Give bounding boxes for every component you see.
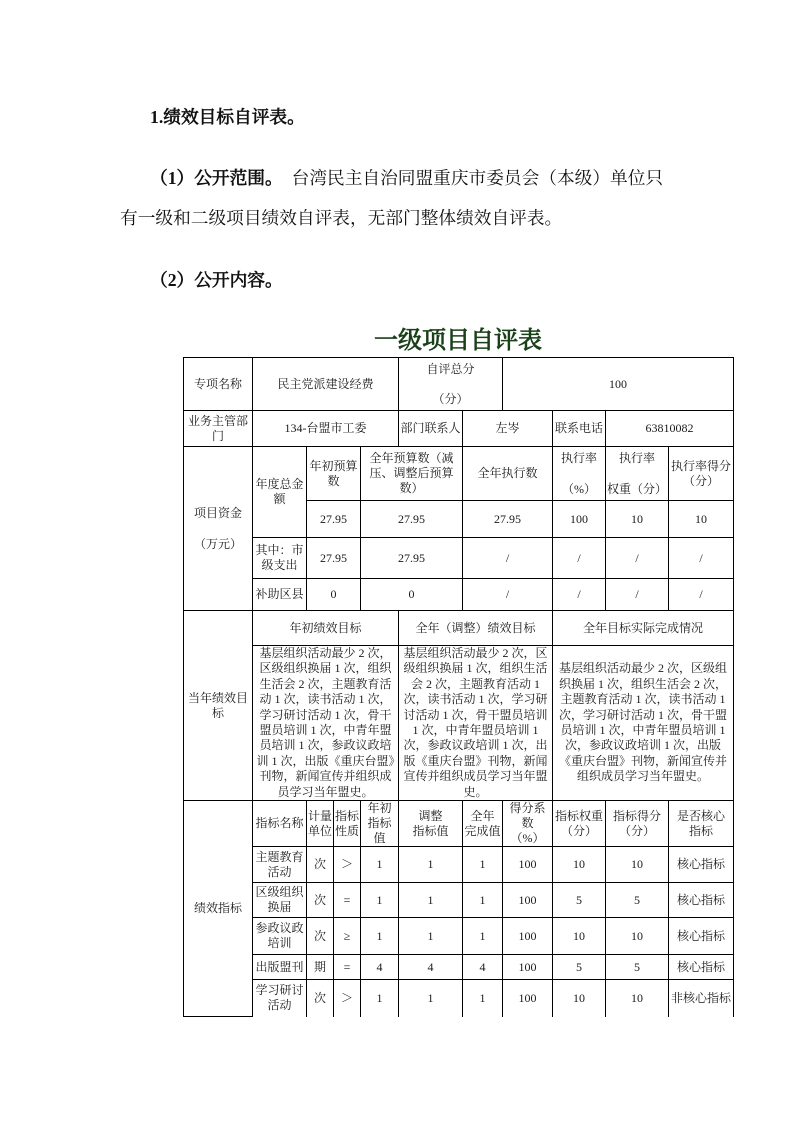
- indicator-initial: 1: [361, 980, 399, 1017]
- indicator-name: 学习研讨活动: [253, 980, 307, 1017]
- exec-rate-header: [553, 447, 606, 501]
- indicator-weight-header: [553, 801, 606, 847]
- contact-label: 部门联系人: [399, 411, 463, 447]
- indicator-nature-header-line1: 指标: [335, 808, 360, 823]
- indicator-initial: 4: [361, 955, 399, 980]
- district-initial-budget: 0: [307, 579, 361, 611]
- annual-total-label: 年度总金额: [253, 447, 307, 538]
- municipal-row: [184, 538, 734, 579]
- indicator-adjusted: 1: [399, 883, 463, 918]
- indicator-initial: 1: [361, 883, 399, 918]
- indicator-unit: 次: [307, 883, 334, 918]
- scope-text-line-1: 台湾民主自治同盟重庆市委员会（本级）单位只: [291, 168, 664, 188]
- district-executed: /: [463, 579, 553, 611]
- indicator-nature: ＞: [334, 847, 361, 883]
- indicator-nature: ≥: [334, 918, 361, 955]
- indicator-core: 核心指标: [669, 847, 734, 883]
- indicator-name: 主题教育活动: [253, 847, 307, 883]
- funds-label-text: 项目资金: [193, 505, 242, 520]
- indicator-name: 参政议政培训: [253, 918, 307, 955]
- indicator-core: 核心指标: [669, 955, 734, 980]
- indicator-weight: 5: [553, 955, 606, 980]
- project-name-value: 民主党派建设经费: [253, 358, 399, 411]
- indicator-core: 核心指标: [669, 883, 734, 918]
- indicator-unit-header-line2: 单位: [308, 823, 333, 838]
- indicator-coef-header-line1: 得分系数: [509, 801, 546, 831]
- funds-header-row: [184, 447, 734, 501]
- indicator-score-header-line1: 指标得分: [613, 808, 662, 823]
- goals-header-row: [184, 611, 734, 646]
- phone-value: 63810082: [606, 411, 734, 447]
- exec-rate-weight-header-unit: 权重（分）: [607, 481, 668, 496]
- indicator-nature: ＞: [334, 980, 361, 1017]
- exec-rate-weight-header: [606, 447, 669, 501]
- indicator-initial: 1: [361, 918, 399, 955]
- exec-rate-weight-header-text: 执行率: [619, 450, 656, 465]
- department-row: [184, 411, 734, 447]
- annual-exec-rate-weight: 10: [606, 501, 669, 538]
- scope-text-line-2: 有一级和二级项目绩效自评表，无部门整体绩效自评表。: [120, 208, 563, 228]
- indicator-core: 非核心指标: [669, 980, 734, 1017]
- indicator-unit-header-line1: 计量: [308, 808, 333, 823]
- self-score-label-text: 自评总分: [426, 361, 475, 376]
- annual-initial-budget: 27.95: [307, 501, 361, 538]
- indicator-score: 5: [606, 883, 669, 918]
- indicator-unit: 次: [307, 918, 334, 955]
- contact-value: 左岑: [463, 411, 553, 447]
- municipal-executed: /: [463, 538, 553, 579]
- district-exec-rate: /: [553, 579, 606, 611]
- indicator-actual: 1: [463, 883, 503, 918]
- table-title: 一级项目自评表: [374, 326, 542, 354]
- indicator-name-header: 指标名称: [253, 801, 307, 847]
- indicator-adjusted: 4: [399, 955, 463, 980]
- exec-rate-header-unit: （%）: [562, 481, 597, 496]
- indicator-actual: 1: [463, 980, 503, 1017]
- section-heading: 1.绩效目标自评表。: [150, 107, 305, 127]
- indicator-nature: =: [334, 955, 361, 980]
- indicator-score-header-line2: （分）: [619, 823, 656, 838]
- self-score-value: 100: [503, 358, 734, 411]
- indicator-actual: 4: [463, 955, 503, 980]
- initial-goals-header: 年初绩效目标: [253, 611, 399, 646]
- indicator-weight: 10: [553, 980, 606, 1017]
- indicator-adjusted-header: [399, 801, 463, 847]
- indicator-actual-header-line2: 完成值: [464, 823, 501, 838]
- indicator-coef: 100: [503, 955, 553, 980]
- indicator-weight: 10: [553, 918, 606, 955]
- project-self-evaluation-table: [183, 357, 734, 1017]
- indicator-coef: 100: [503, 980, 553, 1017]
- municipal-exec-rate-score: /: [669, 538, 734, 579]
- indicator-nature-header: [334, 801, 361, 847]
- indicators-label: 绩效指标: [184, 801, 253, 1017]
- indicator-name: 出版盟刊: [253, 955, 307, 980]
- district-full-year-budget: 0: [361, 579, 463, 611]
- indicator-actual: 1: [463, 847, 503, 883]
- indicator-coef: 100: [503, 918, 553, 955]
- self-score-label-unit: （分）: [432, 391, 469, 406]
- indicator-initial-header-line2: 指标值: [367, 816, 392, 846]
- exec-rate-score-header: 执行率得分（分）: [669, 447, 734, 501]
- indicator-adjusted: 1: [399, 918, 463, 955]
- exec-rate-header-text: 执行率: [561, 450, 598, 465]
- content-label: （2）公开内容。: [150, 270, 283, 290]
- indicator-adjusted: 1: [399, 980, 463, 1017]
- indicator-actual-header: [463, 801, 503, 847]
- indicator-core-header: [669, 801, 734, 847]
- indicator-actual-header-line1: 全年: [470, 808, 495, 823]
- indicator-core-header-line2: 指标: [689, 823, 714, 838]
- municipal-full-year-budget: 27.95: [361, 538, 463, 579]
- annual-full-year-budget: 27.95: [361, 501, 463, 538]
- indicator-initial: 1: [361, 847, 399, 883]
- municipal-initial-budget: 27.95: [307, 538, 361, 579]
- indicator-score: 5: [606, 955, 669, 980]
- indicators-header-row: [184, 801, 734, 847]
- indicator-score: 10: [606, 847, 669, 883]
- self-score-label: [399, 358, 503, 411]
- indicator-initial-header: [361, 801, 399, 847]
- indicator-initial-header-line1: 年初: [367, 801, 392, 816]
- indicator-unit: 次: [307, 847, 334, 883]
- indicator-weight: 10: [553, 847, 606, 883]
- annual-executed: 27.95: [463, 501, 553, 538]
- indicator-adjusted: 1: [399, 847, 463, 883]
- district-exec-rate-score: /: [669, 579, 734, 611]
- indicator-coef-header-line2: （%）: [510, 831, 545, 846]
- initial-budget-header: 年初预算数: [307, 447, 361, 501]
- indicator-coef: 100: [503, 847, 553, 883]
- indicator-unit: 期: [307, 955, 334, 980]
- indicator-name: 区级组织换届: [253, 883, 307, 918]
- municipal-label: 其中：市级支出: [253, 538, 307, 579]
- indicator-score: 10: [606, 918, 669, 955]
- scope-label: （1）公开范围。: [150, 168, 283, 188]
- goals-label: 当年绩效目标: [184, 611, 253, 801]
- actual-goals-header: 全年目标实际完成情况: [553, 611, 734, 646]
- actual-goals-text: 基层组织活动最少 2 次，区级组织换届 1 次，组织生活会 2 次，主题教育活动 1 次，读书活动 1 次，学习研讨活动 1 次，骨干盟员培训 1 次，中青年盟员培训 1 次，参政议政培训 1 次，出版《重庆台盟》刊物，新闻宣传并组织成员学习当年盟史。: [553, 646, 734, 801]
- scope-paragraph-line-1: [150, 166, 663, 190]
- indicator-actual: 1: [463, 918, 503, 955]
- executed-header: 全年执行数: [463, 447, 553, 501]
- indicator-core: 核心指标: [669, 918, 734, 955]
- annual-exec-rate-score: 10: [669, 501, 734, 538]
- indicator-row: [184, 918, 734, 955]
- goals-text-row: [184, 646, 734, 801]
- adjusted-goals-header: 全年（调整）绩效目标: [399, 611, 553, 646]
- indicator-weight-header-line1: 指标权重: [555, 808, 604, 823]
- indicator-unit-header: [307, 801, 334, 847]
- project-name-row: [184, 358, 734, 411]
- district-label: 补助区县: [253, 579, 307, 611]
- indicator-weight: 5: [553, 883, 606, 918]
- indicator-adjusted-header-line1: 调整: [418, 808, 443, 823]
- indicator-nature-header-line2: 性质: [335, 823, 360, 838]
- department-label: 业务主管部门: [184, 411, 253, 447]
- department-value: 134-台盟市工委: [253, 411, 399, 447]
- phone-label: 联系电话: [553, 411, 606, 447]
- funds-label: [184, 447, 253, 611]
- indicator-score: 10: [606, 980, 669, 1017]
- indicator-core-header-line1: 是否核心: [677, 808, 726, 823]
- annual-exec-rate: 100: [553, 501, 606, 538]
- indicator-unit: 次: [307, 980, 334, 1017]
- municipal-exec-rate-weight: /: [606, 538, 669, 579]
- project-name-label: 专项名称: [184, 358, 253, 411]
- indicator-coef-header: [503, 801, 553, 847]
- indicator-row: [184, 847, 734, 883]
- municipal-exec-rate: /: [553, 538, 606, 579]
- full-year-budget-header: 全年预算数（减压、调整后预算数）: [361, 447, 463, 501]
- indicator-nature: =: [334, 883, 361, 918]
- indicator-coef: 100: [503, 883, 553, 918]
- indicator-weight-header-line2: （分）: [561, 823, 598, 838]
- funds-label-unit: （万元）: [193, 536, 242, 551]
- indicator-row: [184, 980, 734, 1017]
- indicator-row: [184, 883, 734, 918]
- district-row: [184, 579, 734, 611]
- adjusted-goals-text: 基层组织活动最少 2 次，区级组织换届 1 次，组织生活会 2 次，主题教育活动 1 次，读书活动 1 次，学习研讨活动 1 次，骨干盟员培训 1 次，中青年盟员培训 1 次，参政议政培训 1 次，出版《重庆台盟》刊物，新闻宣传并组织成员学习当年盟史。: [399, 646, 553, 801]
- district-exec-rate-weight: /: [606, 579, 669, 611]
- indicator-adjusted-header-line2: 指标值: [412, 823, 449, 838]
- initial-goals-text: 基层组织活动最少 2 次，区级组织换届 1 次，组织生活会 2 次，主题教育活动 1 次，读书活动 1 次，学习研讨活动 1 次，骨干盟员培训 1 次，中青年盟员培训 1 次，参政议政培训 1 次，出版《重庆台盟》刊物，新闻宣传并组织成员学习当年盟史。: [253, 646, 399, 801]
- indicator-row: [184, 955, 734, 980]
- indicator-score-header: [606, 801, 669, 847]
